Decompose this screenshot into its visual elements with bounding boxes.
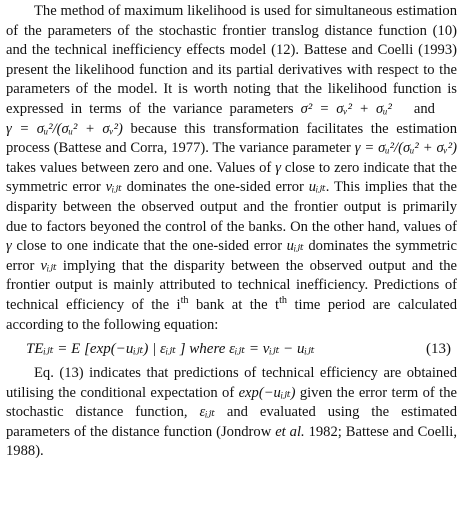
math-v-ijt-2: vᵢⱼₜ: [40, 257, 57, 274]
superscript-th-2: th: [279, 295, 288, 307]
math-gamma-1: γ: [275, 159, 281, 176]
p1-text-3: takes values between zero and one. Values of: [6, 159, 276, 176]
paragraph-1: [6, 2, 457, 335]
p2-text-2: given the error term of the stochastic distance function,: [6, 384, 457, 421]
p1-text-9: implying that the disparity between the observed output and the frontier output is mainly attributed to technical inefficiency. Predictions of technical efficiency of the i: [6, 257, 457, 313]
superscript-th-1: th: [180, 295, 189, 307]
paragraph-2: [6, 364, 457, 462]
p1-text-4: close to zero indicate that the symmetric error: [6, 159, 457, 196]
math-gamma-definition-2: γ = σᵤ²/(σᵤ² + σᵥ²): [354, 140, 457, 157]
math-gamma-2: γ: [6, 238, 12, 255]
math-epsilon-ijt: εᵢⱼₜ: [199, 404, 215, 421]
equation-13: [6, 337, 457, 361]
p2-text-3: and evaluated using the estimated parameters of the distance function (Jondrow: [6, 404, 457, 440]
p2-text-1: Eq. (13) indicates that predictions of technical efficiency are obtained utilising the conditional expectation of: [6, 365, 457, 401]
p1-text-5: dominates the one-sided error: [121, 179, 309, 196]
p1-text-8: dominates the symmetric error: [6, 238, 457, 274]
p1-text-6: . This implies that the disparity between the observed output and the frontier output is primarily due to factors beyoned the control of the banks. On the other hand, values of: [6, 179, 457, 235]
math-exp-u: exp(−uᵢⱼₜ): [238, 384, 296, 401]
equation-number: (13): [426, 341, 451, 358]
p1-text-2: because this transformation facilitates the estimation process (Battese and Corra, 1977). The variance parameter: [6, 120, 457, 157]
math-u-ijt-2: uᵢⱼₜ: [286, 238, 304, 255]
et-al: et al.: [275, 423, 305, 440]
p1-text-7: close to one indicate that the one-sided error: [11, 238, 287, 255]
p1-text-10: bank at the t: [188, 296, 280, 313]
math-u-ijt-1: uᵢⱼₜ: [308, 179, 326, 196]
math-gamma-definition: γ = σᵤ²/(σᵤ² + σᵥ²): [6, 120, 123, 137]
math-sigma-squared: σ² = σᵥ² + σᵤ²: [300, 100, 392, 117]
equation-body: TEᵢⱼₜ = E [exp(−uᵢⱼₜ) | εᵢⱼₜ ] where εᵢⱼₜ = vᵢⱼₜ − uᵢⱼₜ: [26, 341, 315, 358]
math-v-ijt-1: vᵢⱼₜ: [105, 179, 122, 196]
p2-text-4: 1982; Battese and Coelli, 1988).: [6, 423, 457, 460]
p1-and: and: [413, 100, 435, 117]
p1-text-1: The method of maximum likelihood is used for simultaneous estimation of the parameters of the stochastic frontier translog distance function (10) and the technical inefficiency effects model (12). Battese and Coelli (1993) present the likelihood function and its partial derivatives with respect to the parameters of the model. It is worth noting that the likelihood function is expressed in terms of the variance parameters: [6, 3, 457, 117]
p1-text-11: time period are calculated according to the following equation:: [6, 296, 457, 333]
